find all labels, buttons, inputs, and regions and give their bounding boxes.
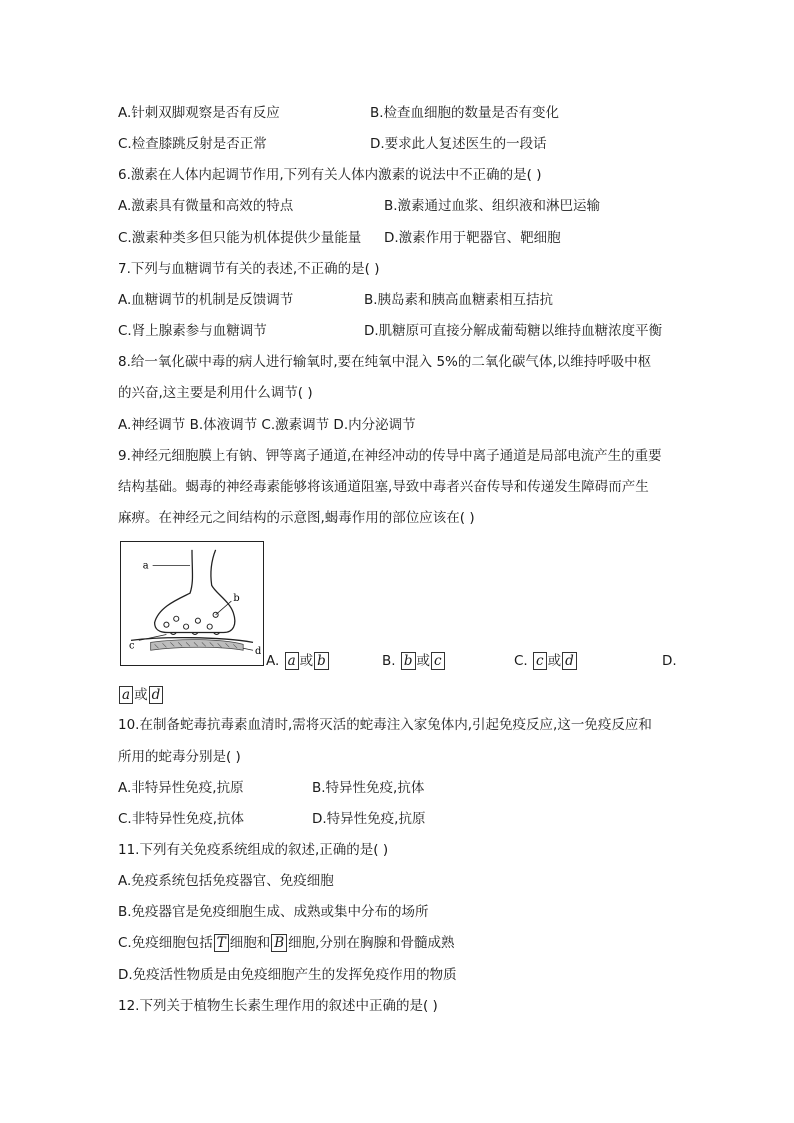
q9-option-a-or: 或 — [299, 653, 314, 669]
label-a: a — [142, 560, 149, 572]
q9-option-d-prefix: D. — [662, 653, 677, 669]
q10-option-a: A.非特异性免疫,抗原 — [118, 780, 244, 796]
q9-option-a-second: b — [314, 652, 329, 670]
q6-option-a: A.激素具有微量和高效的特点 — [118, 198, 294, 214]
q5-option-b: B.检查血细胞的数量是否有变化 — [370, 105, 560, 121]
q9-option-c — [514, 651, 578, 671]
label-b: b — [233, 593, 240, 605]
q9-option-b — [382, 651, 446, 671]
label-d: d — [254, 646, 262, 658]
label-c: c — [129, 640, 135, 652]
q9-option-c-second: d — [562, 652, 577, 670]
q11-b-cell: B — [271, 934, 287, 952]
synapse-diagram — [120, 541, 264, 666]
q8-stem-line1: 8.给一氧化碳中毒的病人进行输氧时,要在纯氧中混入 5%的二氧化碳气体,以维持呼吸中枢 — [118, 354, 652, 370]
q9-option-b-second: c — [431, 652, 445, 670]
q9-option-d-or: 或 — [134, 687, 148, 703]
q7-option-b: B.胰岛素和胰高血糖素相互拮抗 — [364, 292, 554, 308]
q7-option-c: C.肾上腺素参与血糖调节 — [118, 323, 267, 339]
q9-option-a-first: a — [285, 652, 299, 670]
q9-option-d — [118, 685, 164, 705]
q9-stem-line2: 结构基础。蝎毒的神经毒素能够将该通道阻塞,导致中毒者兴奋传导和传递发生障碍而产生 — [118, 479, 649, 495]
q11-option-c — [118, 933, 454, 953]
q10-stem-line2: 所用的蛇毒分别是( ) — [118, 749, 241, 765]
q9-option-a — [266, 651, 330, 671]
q11-option-a: A.免疫系统包括免疫器官、免疫细胞 — [118, 873, 334, 889]
q10-option-d: D.特异性免疫,抗原 — [312, 811, 426, 827]
q5-option-c: C.检查膝跳反射是否正常 — [118, 136, 267, 152]
q11-option-d: D.免疫活性物质是由免疫细胞产生的发挥免疫作用的物质 — [118, 967, 457, 983]
q9-option-b-first: b — [401, 652, 416, 670]
q6-stem: 6.激素在人体内起调节作用,下列有关人体内激素的说法中不正确的是( ) — [118, 167, 542, 183]
q9-option-c-or: 或 — [547, 653, 562, 669]
q10-option-b: B.特异性免疫,抗体 — [312, 780, 425, 796]
q11-t-cell: T — [214, 934, 229, 952]
q11-option-c-mid: 细胞和 — [229, 935, 271, 951]
q7-option-a: A.血糖调节的机制是反馈调节 — [118, 292, 294, 308]
q7-option-d: D.肌糖原可直接分解成葡萄糖以维持血糖浓度平衡 — [364, 323, 663, 339]
q11-option-b: B.免疫器官是免疫细胞生成、成熟或集中分布的场所 — [118, 904, 429, 920]
q9-option-c-prefix: C. — [514, 653, 528, 669]
q9-stem-line3: 麻痹。在神经元之间结构的示意图,蝎毒作用的部位应该在( ) — [118, 510, 475, 526]
q6-option-c: C.激素种类多但只能为机体提供少量能量 — [118, 230, 362, 246]
q8-options: A.神经调节 B.体液调节 C.激素调节 D.内分泌调节 — [118, 417, 416, 433]
q12-stem: 12.下列关于植物生长素生理作用的叙述中正确的是( ) — [118, 998, 438, 1014]
q6-option-d: D.激素作用于靶器官、靶细胞 — [384, 230, 561, 246]
q5-option-a: A.针刺双脚观察是否有反应 — [118, 105, 280, 121]
q9-option-b-or: 或 — [416, 653, 431, 669]
q10-option-c: C.非特异性免疫,抗体 — [118, 811, 245, 827]
q6-option-b: B.激素通过血浆、组织液和淋巴运输 — [384, 198, 601, 214]
q9-option-b-prefix: B. — [382, 653, 396, 669]
q9-option-a-prefix: A. — [266, 653, 280, 669]
q11-stem: 11.下列有关免疫系统组成的叙述,正确的是( ) — [118, 842, 389, 858]
q9-option-c-first: c — [533, 652, 547, 670]
q9-option-d-second: d — [149, 686, 164, 704]
q11-option-c-suffix: 细胞,分别在胸腺和骨髓成熟 — [288, 935, 455, 951]
q11-option-c-prefix: C.免疫细胞包括 — [118, 935, 213, 951]
q5-option-d: D.要求此人复述医生的一段话 — [370, 136, 547, 152]
q7-stem: 7.下列与血糖调节有关的表述,不正确的是( ) — [118, 261, 380, 277]
q9-option-d-first: a — [119, 686, 133, 704]
q9-stem-line1: 9.神经元细胞膜上有钠、钾等离子通道,在神经冲动的传导中离子通道是局部电流产生的重要 — [118, 448, 662, 464]
q8-stem-line2: 的兴奋,这主要是利用什么调节( ) — [118, 385, 313, 401]
q10-stem-line1: 10.在制备蛇毒抗毒素血清时,需将灭活的蛇毒注入家兔体内,引起免疫反应,这一免疫反应和 — [118, 717, 652, 733]
